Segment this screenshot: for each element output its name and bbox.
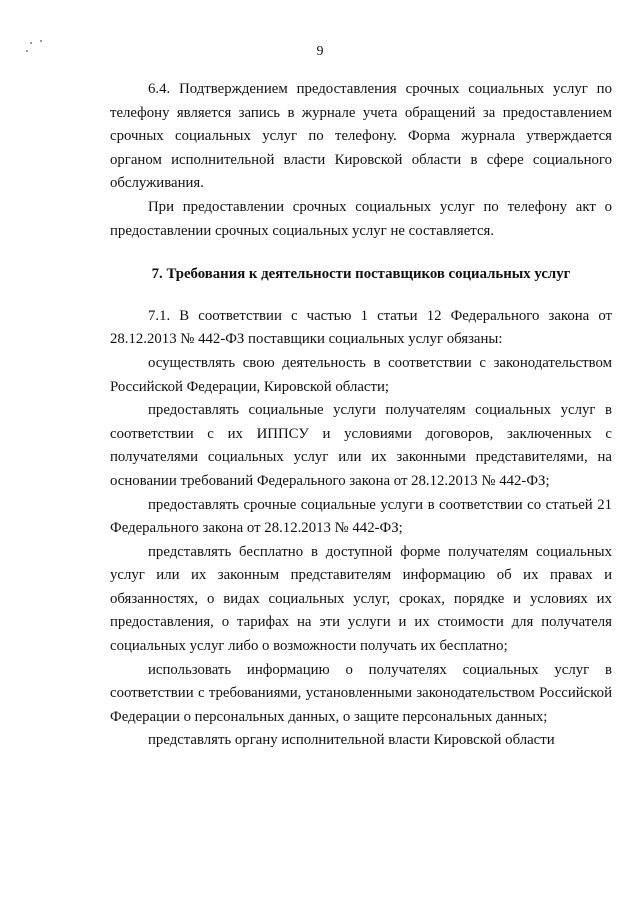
obligation-item: предоставлять социальные услуги получателям социальных услуг в соответствии с их ИППСУ и условиями договоров, заключенных с получателями социальных услуг или их законными представителями, на основании требований Федерального закона от 28.12.2013 № 442-ФЗ; xyxy=(110,402,612,489)
obligation-item: представлять бесплатно в доступной форме получателям социальных услуг или их законным представителям информацию об их правах и обязанностях, о видах социальных услуг, сроках, порядке и условиях их предоставления, о тарифах на эти услуги и их стоимости для получателя социальных услуг либо о возможности получать их бесплатно; xyxy=(110,543,612,655)
document-body xyxy=(110,78,612,753)
obligation-item: использовать информацию о получателях социальных услуг в соответствии с требованиями, установленными законодательством Российской Федерации о персональных данных, о защите персональных данных; xyxy=(110,661,612,725)
paragraph-6-4: 6.4. Подтверждением предоставления срочных социальных услуг по телефону является запись в журнале учета обращений за предоставлением срочных социальных услуг по телефону. Форма журнала утверждается органом исполнительной власти Кировской области в сфере социального обслуживания. xyxy=(110,81,612,192)
obligation-item-continued: представлять органу исполнительной власти Кировской области xyxy=(148,732,555,749)
section-heading: 7. Требования к деятельности поставщиков социальных услуг xyxy=(151,266,571,283)
obligation-item: осуществлять свою деятельность в соответствии с законодательством Российской Федерации, Кировской области; xyxy=(110,354,612,395)
scan-speck xyxy=(40,40,42,42)
page-number: 9 xyxy=(316,44,324,59)
paragraph-7-1: 7.1. В соответствии с частью 1 статьи 12 Федерального закона от 28.12.2013 № 442-ФЗ поставщики социальных услуг обязаны: xyxy=(110,307,612,348)
paragraph-act-note: При предоставлении срочных социальных услуг по телефону акт о предоставлении срочных социальных услуг не составляется. xyxy=(110,198,612,239)
obligation-item: предоставлять срочные социальные услуги в соответствии со статьей 21 Федерального закона от 28.12.2013 № 442-ФЗ; xyxy=(110,496,612,537)
